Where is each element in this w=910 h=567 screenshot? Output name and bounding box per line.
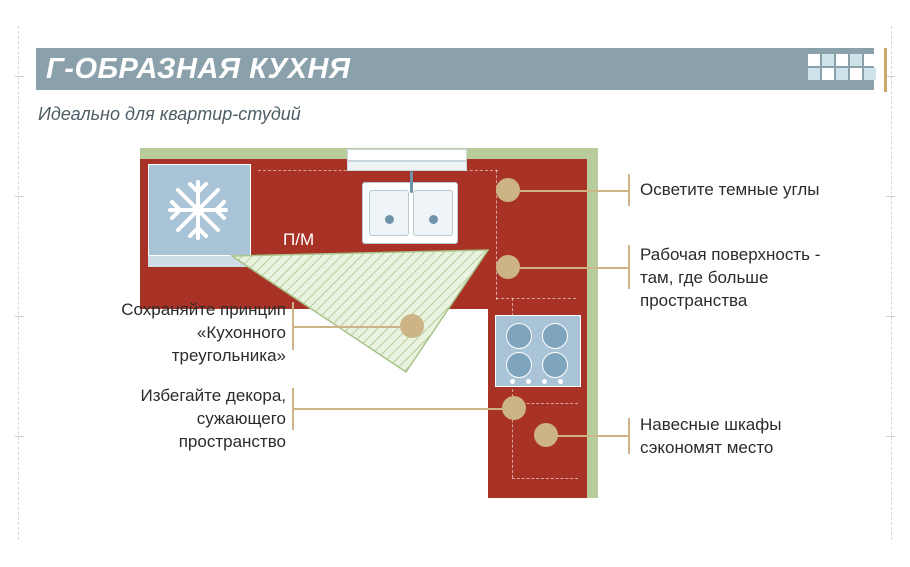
leader-line-wall-cabinets: [556, 435, 630, 437]
callout-wall-cabinets-line1: Навесные шкафы: [640, 415, 782, 434]
callout-work-surface-line2: там, где больше: [640, 268, 769, 287]
sink-basin-right: [413, 190, 453, 236]
sink-icon: [362, 182, 458, 244]
callout-avoid-decor: [40, 384, 286, 453]
stove-knob: [510, 379, 515, 384]
stove-knob: [526, 379, 531, 384]
hotspot-dot-avoid-decor[interactable]: [502, 396, 526, 420]
leader-tick-wall-cabinets: [628, 418, 630, 454]
margin-tick: [886, 316, 895, 317]
hotspot-dot-dark-corners[interactable]: [496, 178, 520, 202]
callout-kitchen-triangle-line2: «Кухонного: [196, 323, 286, 342]
callout-kitchen-triangle: [40, 298, 286, 367]
header-accent-line: [884, 48, 887, 92]
callout-kitchen-triangle-line1: Сохраняйте принцип: [121, 300, 286, 319]
stove-knob: [558, 379, 563, 384]
margin-tick: [15, 196, 24, 197]
margin-tick: [886, 76, 895, 77]
callout-wall-cabinets: [640, 413, 890, 459]
callout-wall-cabinets-line2: сэкономят место: [640, 438, 774, 457]
callout-work-surface: [640, 243, 890, 312]
leader-tick-work-surface: [628, 245, 630, 289]
counter-dash-line: [512, 478, 578, 479]
dishwasher-label: П/М: [283, 230, 315, 249]
stove-icon: [495, 315, 581, 387]
leader-tick-dark-corners: [628, 174, 630, 206]
header-decor-squares: [808, 48, 880, 92]
leader-tick-avoid-decor: [292, 388, 294, 430]
page-subtitle: Идеально для квартир-студий: [38, 104, 301, 124]
leader-line-dark-corners: [520, 190, 630, 192]
hotspot-dot-wall-cabinets[interactable]: [534, 423, 558, 447]
leader-line-avoid-decor: [292, 408, 506, 410]
margin-tick: [15, 316, 24, 317]
callout-work-surface-line3: пространства: [640, 291, 748, 310]
page-title: Г-ОБРАЗНАЯ КУХНЯ: [46, 53, 351, 85]
stove-burner: [506, 323, 532, 349]
leader-line-kitchen-triangle: [292, 326, 404, 328]
callout-dark-corners: [640, 178, 890, 201]
callout-work-surface-line1: Рабочая поверхность -: [640, 245, 821, 264]
stove-burner: [506, 352, 532, 378]
callout-avoid-decor-line1: Избегайте декора,: [140, 386, 286, 405]
wall-cabinet-strip-lower: [347, 161, 467, 171]
stove-burner: [542, 352, 568, 378]
callout-avoid-decor-line2: сужающего: [196, 409, 286, 428]
callout-dark-corners-line1: Осветите темные углы: [640, 180, 820, 199]
wall-cabinet-strip: [347, 149, 467, 161]
hotspot-dot-work-surface[interactable]: [496, 255, 520, 279]
sink-drain: [385, 215, 394, 224]
counter-dash-line: [496, 298, 576, 299]
stove-burner: [542, 323, 568, 349]
faucet-icon: [410, 171, 413, 193]
sink-basin-left: [369, 190, 409, 236]
leader-line-work-surface: [520, 267, 630, 269]
sink-drain: [429, 215, 438, 224]
callout-kitchen-triangle-line3: треугольника»: [171, 346, 286, 365]
callout-avoid-decor-line3: пространство: [178, 432, 286, 451]
stove-knob: [542, 379, 547, 384]
leader-tick-kitchen-triangle: [292, 302, 294, 350]
margin-tick: [15, 76, 24, 77]
wall-right: [587, 148, 598, 498]
snowflake-icon: [166, 178, 230, 242]
hotspot-dot-kitchen-triangle[interactable]: [400, 314, 424, 338]
margin-tick: [15, 436, 24, 437]
